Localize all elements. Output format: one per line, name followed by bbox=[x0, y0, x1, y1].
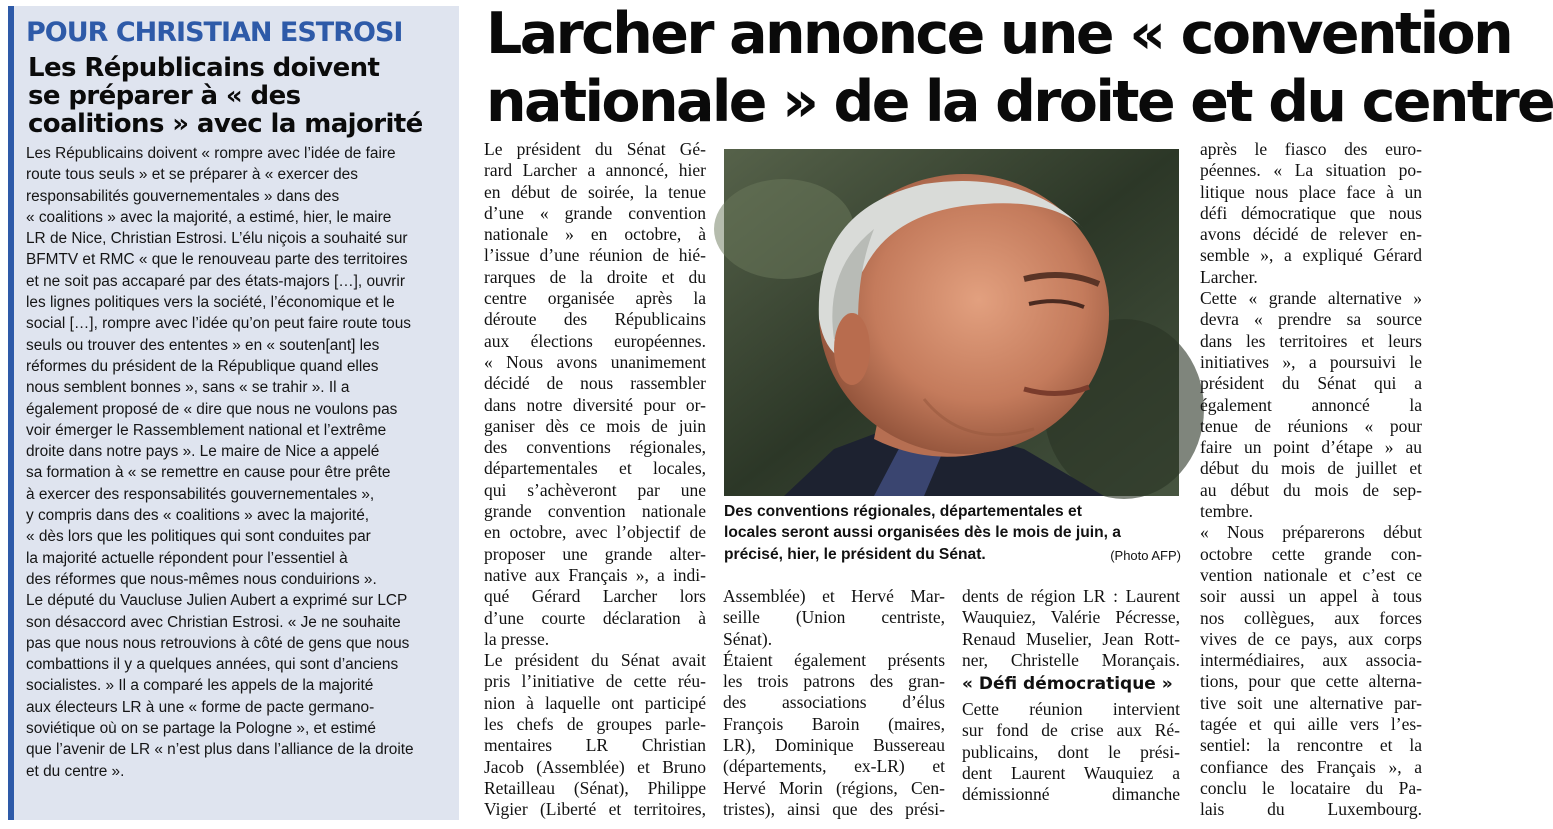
sidebar-body-line: droite dans notre pays ». Le maire de Nice a appelé bbox=[26, 443, 380, 461]
body-line: Jacob (Assemblée) et Bruno bbox=[484, 756, 706, 777]
title-line: Larcher annonce une « convention bbox=[486, 1, 1512, 67]
body-line: aux élections européennes. bbox=[484, 330, 706, 351]
body-line: en début de soirée, la tenue bbox=[484, 181, 706, 202]
sidebar-body-line: soviétique où on se partage la Pologne », et estimé bbox=[26, 720, 376, 738]
body-line: tions, pour que cette alterna- bbox=[1200, 671, 1422, 692]
sidebar-body-line: la majorité actuelle répondent pour l’essentiel à bbox=[26, 549, 348, 567]
body-line: « Nous préparerons début bbox=[1200, 522, 1422, 543]
body-line: président du Sénat qui a bbox=[1200, 373, 1422, 394]
body-line: décidé de nous rassembler bbox=[484, 373, 706, 394]
body-line: avons décidé de relever en- bbox=[1200, 224, 1422, 245]
body-line: nos collègues, aux forces bbox=[1200, 607, 1422, 628]
body-line: Le président du Sénat avait bbox=[484, 650, 706, 671]
body-line: Retailleau (Sénat), Philippe bbox=[484, 777, 706, 798]
body-line: Hervé Morin (régions, Cen- bbox=[723, 777, 945, 798]
article-column-1 bbox=[484, 139, 706, 821]
body-line: Assemblée) et Hervé Mar- bbox=[723, 586, 945, 606]
body-line: faire un point d’étape » au bbox=[1200, 437, 1422, 458]
photo-credit: (Photo AFP) bbox=[1110, 547, 1181, 563]
sidebar-body-line: route tous seuls » et se préparer à « exercer des bbox=[26, 166, 358, 184]
section-subhead: « Défi démocratique » bbox=[962, 674, 1173, 695]
body-line: vention nationale et c’est ce bbox=[1200, 564, 1422, 585]
body-line: des conventions régionales, bbox=[484, 437, 706, 458]
sidebar-body-line: son désaccord avec Christian Estrosi. « Je ne souhaite bbox=[26, 613, 401, 631]
photo-caption bbox=[724, 501, 1181, 566]
sidebar-body-line: à exercer des responsabilités gouvernementales », bbox=[26, 485, 375, 503]
body-line: semble », a expliqué Gérard bbox=[1200, 245, 1422, 266]
sidebar-body-line: social […], rompre avec l’idée qu’on peut faire route tous bbox=[26, 315, 411, 333]
article-title bbox=[486, 0, 1553, 136]
body-line: rarques de la droite et du bbox=[484, 266, 706, 287]
body-line: conclu le locataire du Pa- bbox=[1200, 777, 1422, 798]
body-line: dents de région LR : Laurent bbox=[962, 586, 1180, 606]
sidebar-body-line: combattions il y a quelques années, qui sont d’anciens bbox=[26, 656, 399, 674]
article-photo bbox=[724, 149, 1179, 496]
body-line: lais du Luxembourg. bbox=[1200, 799, 1422, 820]
sidebar-body-line: aux électeurs LR à une « forme de pacte germano- bbox=[26, 698, 375, 716]
sidebar-body-line: des réformes que nous-mêmes nous conduirions ». bbox=[26, 570, 377, 588]
body-line: vives de ce pays, aux corps bbox=[1200, 628, 1422, 649]
body-line: Cette « grande alternative » bbox=[1200, 288, 1422, 309]
body-line: intermédiaires, aux associa- bbox=[1200, 650, 1422, 671]
sidebar-body-line: y compris dans des « coalitions » avec la majorité, bbox=[26, 507, 370, 525]
body-line: pris l’initiative de cette réu- bbox=[484, 671, 706, 692]
body-line: devra « prendre sa source bbox=[1200, 309, 1422, 330]
body-line: qui s’achèveront par une bbox=[484, 479, 706, 500]
caption-line: Des conventions régionales, départementales et bbox=[724, 503, 1082, 520]
body-line: au début du mois de sep- bbox=[1200, 479, 1422, 500]
sidebar-body-line: nous semblent bonnes », sans « se trahir ». Il a bbox=[26, 379, 350, 397]
sidebar-body-line: voir émerger le Rassemblement national et l’extrême bbox=[26, 421, 387, 439]
caption-line-text: précisé, hier, le président du Sénat. bbox=[724, 545, 986, 563]
body-line: seille (Union centriste, bbox=[723, 607, 945, 628]
body-line: tive soit une alternative par- bbox=[1200, 692, 1422, 713]
article-column-3 bbox=[962, 586, 1180, 806]
body-line: Étaient également présents bbox=[723, 649, 945, 670]
body-line: la presse. bbox=[484, 628, 550, 649]
body-line: départementales et locales, bbox=[484, 458, 706, 479]
body-line: défi démocratique que nous bbox=[1200, 202, 1422, 223]
body-line: les trois patrons des gran- bbox=[723, 671, 945, 692]
body-line: native aux Français », a indi- bbox=[484, 564, 706, 585]
body-line: nion à laquelle ont participé bbox=[484, 692, 706, 713]
sidebar-body-line: responsabilités gouvernementales » dans des bbox=[26, 187, 340, 205]
sidebar-headline bbox=[26, 54, 451, 138]
sidebar-headline-line: coalitions » avec la majorité bbox=[28, 109, 423, 139]
body-line: grande convention nationale bbox=[484, 501, 706, 522]
sidebar-body-line: également proposé de « dire que nous ne voulons pas bbox=[26, 400, 398, 418]
body-line: d’une courte déclaration à bbox=[484, 607, 706, 628]
body-line: Le président du Sénat Gé- bbox=[484, 139, 706, 159]
body-line: qué Gérard Larcher lors bbox=[484, 586, 706, 607]
caption-line bbox=[724, 544, 1181, 565]
body-line: soir aussi un appel à tous bbox=[1200, 586, 1422, 607]
body-line: déroute des Républicains bbox=[484, 309, 706, 330]
body-line: proposer une grande alter- bbox=[484, 543, 706, 564]
body-line: François Baroin (maires, bbox=[723, 713, 945, 734]
sidebar-body-line: pas que nous nous retrouvions à côté de gens que nous bbox=[26, 634, 410, 652]
article-column-2 bbox=[723, 586, 945, 820]
body-line: Renaud Muselier, Jean Rott- bbox=[962, 628, 1180, 649]
body-line: nationale » en octobre, à bbox=[484, 224, 706, 245]
body-line: péennes. « La situation po- bbox=[1200, 160, 1422, 181]
body-line: tristes), ainsi que des prési- bbox=[723, 798, 945, 819]
body-line: après le fiasco des euro- bbox=[1200, 139, 1422, 159]
article-column-4 bbox=[1200, 139, 1422, 821]
body-line: octobre cette grande con- bbox=[1200, 543, 1422, 564]
body-line: « Nous avons unanimement bbox=[484, 351, 706, 372]
body-line: LR), Dominique Bussereau bbox=[723, 735, 945, 756]
body-line: les chefs de groupes parle- bbox=[484, 714, 706, 735]
portrait-image bbox=[724, 149, 1179, 496]
sidebar-headline-line: Les Républicains doivent bbox=[28, 53, 380, 83]
sidebar-headline-line: se préparer à « des bbox=[28, 81, 301, 111]
sidebar-body-line: et du centre ». bbox=[26, 762, 125, 780]
sidebar-body-line: Les Républicains doivent « rompre avec l’idée de faire bbox=[26, 145, 396, 162]
body-line: dans les territoires et leurs bbox=[1200, 330, 1422, 351]
body-line: Sénat). bbox=[723, 628, 773, 649]
body-line: publicains, dont le prési- bbox=[962, 741, 1180, 762]
body-line: litique nous place face à un bbox=[1200, 181, 1422, 202]
body-line: sentiel: la rencontre et la bbox=[1200, 735, 1422, 756]
sidebar-body-line: LR de Nice, Christian Estrosi. L’élu niçois a souhaité sur bbox=[26, 230, 408, 248]
body-line: dans notre diversité pour or- bbox=[484, 394, 706, 415]
body-line: mentaires LR Christian bbox=[484, 735, 706, 756]
body-line: dent Laurent Wauquiez a bbox=[962, 763, 1180, 784]
body-line: confiance des Français », a bbox=[1200, 756, 1422, 777]
body-line: sur fond de crise aux Ré- bbox=[962, 720, 1180, 741]
sidebar-body-line: que l’avenir de LR « n’est plus dans l’alliance de la droite bbox=[26, 741, 414, 759]
sidebar-body-line: et ne soit pas accaparé par des états-majors […], ouvrir bbox=[26, 272, 405, 290]
body-line: Wauquiez, Valérie Pécresse, bbox=[962, 607, 1180, 628]
body-line: ner, Christelle Morançais. bbox=[962, 649, 1180, 670]
body-line: début du mois de juillet et bbox=[1200, 458, 1422, 479]
body-line: en octobre, avec l’objectif de bbox=[484, 522, 706, 543]
sidebar-box bbox=[8, 6, 459, 820]
body-line: Larcher. bbox=[1200, 266, 1258, 287]
body-line: tembre. bbox=[1200, 501, 1253, 522]
sidebar-kicker: POUR CHRISTIAN ESTROSI bbox=[26, 17, 403, 48]
body-line: ganiser dès ce mois de juin bbox=[484, 415, 706, 436]
body-line: initiatives », a poursuivi le bbox=[1200, 351, 1422, 372]
body-line: également annoncé la bbox=[1200, 394, 1422, 415]
sidebar-body-line: réformes du président de la République quand elles bbox=[26, 357, 379, 375]
body-line: d’une « grande convention bbox=[484, 202, 706, 223]
sidebar-body-line: BFMTV et RMC « que le renouveau parte des territoires bbox=[26, 251, 408, 269]
body-line: rard Larcher a annoncé, hier bbox=[484, 160, 706, 181]
body-line: l’issue d’une réunion de hié- bbox=[484, 245, 706, 266]
sidebar-body bbox=[26, 143, 451, 782]
body-line: tagée et qui aille vers l’es- bbox=[1200, 714, 1422, 735]
sidebar-body-line: seuls ou trouver des ententes » en « souten[ant] les bbox=[26, 336, 380, 354]
sidebar-body-line: « coalitions » avec la majorité, a estimé, hier, le maire bbox=[26, 208, 392, 226]
body-line: des associations d’élus bbox=[723, 692, 945, 713]
sidebar-body-line: Le député du Vaucluse Julien Aubert a exprimé sur LCP bbox=[26, 592, 408, 610]
sidebar-body-line: les lignes politiques vers la société, l’économique et le bbox=[26, 294, 395, 312]
body-line: tenue de réunions « pour bbox=[1200, 415, 1422, 436]
body-line: centre organisée après la bbox=[484, 288, 706, 309]
body-line: (départements, ex-LR) et bbox=[723, 756, 945, 777]
body-line: Cette réunion intervient bbox=[962, 699, 1180, 720]
sidebar-body-line: « dès lors que les politiques qui sont conduites par bbox=[26, 528, 371, 546]
caption-line: locales seront aussi organisées dès le mois de juin, a bbox=[724, 524, 1121, 542]
body-line: démissionné dimanche bbox=[962, 784, 1180, 805]
sidebar-body-line: sa formation à « se remettre en cause pour être prête bbox=[26, 464, 391, 482]
title-line: nationale » de la droite et du centre bbox=[486, 69, 1553, 135]
body-line: Vigier (Liberté et territoires, bbox=[484, 799, 706, 820]
sidebar-body-line: socialistes. » Il a comparé les appels de la majorité bbox=[26, 677, 374, 695]
